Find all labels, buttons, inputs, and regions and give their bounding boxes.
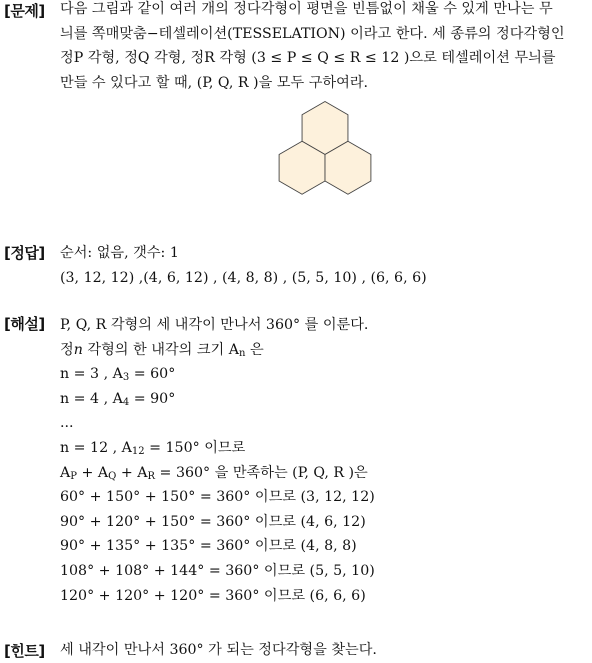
answer-line-1: 순서: 없음, 갯수: 1 bbox=[60, 245, 179, 261]
text-fragment: A bbox=[60, 464, 71, 481]
text-fragment: = 360° 을 만족하는 (P, Q, R )은 bbox=[155, 464, 368, 481]
problem-line-2: 늬를 쪽매맞춤−테셀레이션(TESSELATION) 이라고 한다. 세 종류의 정다각형인 bbox=[60, 25, 565, 42]
math-variable: n bbox=[73, 341, 83, 358]
problem-line-4: 만들 수 있다고 할 때, (P, Q, R )을 모두 구하여라. bbox=[60, 74, 369, 91]
text-fragment: n = 4 , A bbox=[60, 390, 123, 407]
subscript: R bbox=[147, 470, 156, 482]
explanation-sum-1: 60° + 150° + 150° = 360° 이므로 (3, 12, 12) bbox=[60, 489, 375, 506]
explanation-text bbox=[60, 313, 588, 608]
answer-line-2: (3, 12, 12) ,(4, 6, 12) , (4, 8, 8) , (5, 5, 10) , (6, 6, 6) bbox=[60, 269, 427, 286]
explanation-label: [해설] bbox=[4, 315, 45, 333]
text-fragment: = 150° 이므로 bbox=[144, 439, 246, 456]
answer-text bbox=[60, 241, 588, 290]
explanation-case-3 bbox=[60, 362, 588, 387]
answer-label: [정답] bbox=[4, 244, 45, 262]
hint-line: 세 내각이 만나서 360° 가 되는 정다각형을 찾는다. bbox=[60, 642, 377, 658]
text-fragment: + A bbox=[76, 464, 109, 481]
subscript: 12 bbox=[131, 445, 145, 457]
text-fragment: n = 12 , A bbox=[60, 439, 132, 456]
subscript: Q bbox=[108, 470, 117, 482]
explanation-sum-3: 90° + 135° + 135° = 360° 이므로 (4, 8, 8) bbox=[60, 538, 357, 555]
explanation-case-4 bbox=[60, 387, 588, 412]
explanation-sum-condition bbox=[60, 461, 588, 486]
text-fragment: = 60° bbox=[129, 366, 176, 383]
problem-line-1: 다음 그림과 같이 여러 개의 정다각형이 평면을 빈틈없이 채울 수 있게 만나는 무 bbox=[60, 1, 553, 17]
subscript: P bbox=[70, 470, 77, 482]
text-fragment: 은 bbox=[245, 341, 264, 358]
text-fragment: 정 bbox=[60, 341, 74, 358]
explanation-line-1: P, Q, R 각형의 세 내각이 만나서 360° 를 이룬다. bbox=[60, 317, 369, 333]
problem-line-3: 정P 각형, 정Q 각형, 정R 각형 (3 ≤ P ≤ Q ≤ R ≤ 12 )으로 테셀레이션 무늬를 bbox=[60, 50, 556, 67]
explanation-case-12 bbox=[60, 436, 588, 461]
text-fragment: + A bbox=[116, 464, 148, 481]
explanation-sum-5: 120° + 120° + 120° = 360° 이므로 (6, 6, 6) bbox=[60, 587, 366, 604]
explanation-sum-2: 90° + 120° + 150° = 360° 이므로 (4, 6, 12) bbox=[60, 513, 366, 530]
hint-label: [힌트] bbox=[4, 642, 45, 660]
text-fragment: n = 3 , A bbox=[60, 366, 123, 383]
subscript: 4 bbox=[122, 396, 130, 408]
hint-text bbox=[60, 638, 588, 663]
subscript: 3 bbox=[122, 372, 130, 384]
explanation-sum-4: 108° + 108° + 144° = 360° 이므로 (5, 5, 10) bbox=[60, 562, 375, 579]
problem-text bbox=[60, 0, 588, 95]
text-fragment: 각형의 한 내각의 크기 A bbox=[82, 341, 240, 358]
hexagon-tessellation-figure bbox=[268, 100, 382, 212]
text-fragment: = 90° bbox=[129, 390, 176, 407]
problem-label: [문제] bbox=[4, 2, 45, 20]
explanation-line-2 bbox=[60, 338, 588, 363]
subscript: n bbox=[239, 347, 246, 359]
explanation-ellipsis: ... bbox=[60, 415, 74, 432]
